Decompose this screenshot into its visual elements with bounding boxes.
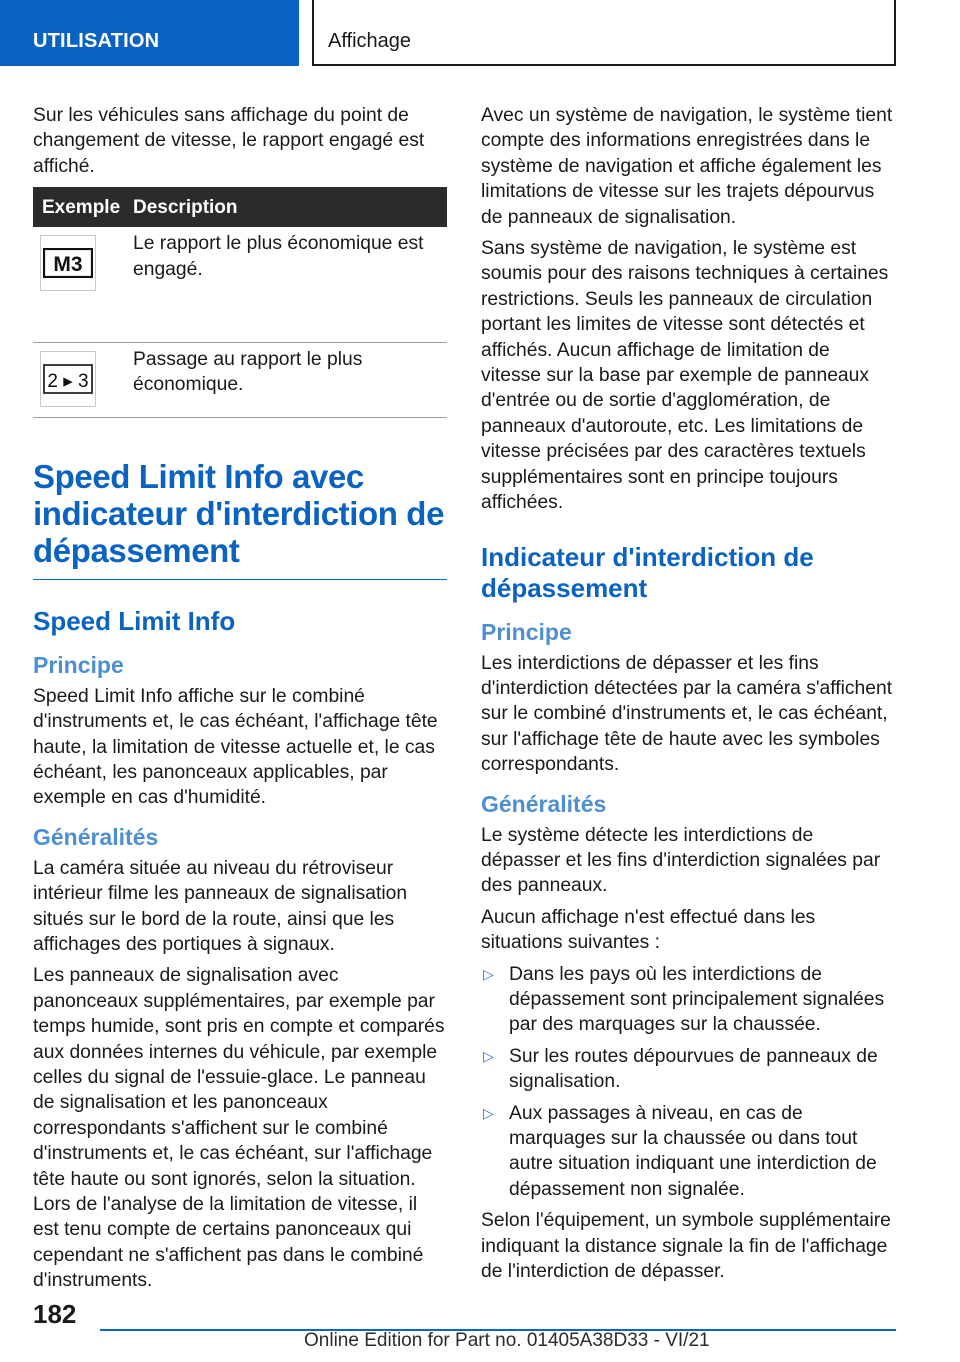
- table-header-description: Description: [129, 187, 447, 227]
- list-item: [481, 962, 895, 1038]
- table-cell-desc: Le rapport le plus économique est engagé.: [129, 227, 447, 342]
- table-cell-desc: Passage au rapport le plus économique.: [129, 342, 447, 417]
- subheading-principe: Principe: [33, 651, 124, 678]
- gear-shift-2-3-icon: [40, 351, 96, 407]
- chapter-tab: [312, 0, 896, 66]
- bullet-triangle-icon: ▷: [483, 965, 494, 982]
- generalites-paragraph-1: Le système détecte les interdictions de dépasser et les fins d'interdiction signalées par des panneaux.: [481, 824, 881, 897]
- table-header-example: Exemple: [33, 187, 129, 227]
- table-cell-icon: [33, 227, 129, 342]
- gear-m3-text: M3: [53, 253, 83, 277]
- subheading-principe: Principe: [481, 618, 572, 645]
- table-row: [33, 227, 447, 342]
- intro-paragraph: Sur les véhicules sans affichage du point de changement de vitesse, le rapport engagé est affiché.: [33, 105, 425, 177]
- bullet-triangle-icon: ▷: [483, 1104, 494, 1121]
- table-header-row: [33, 187, 447, 227]
- table-row: [33, 342, 447, 417]
- main-heading: Speed Limit Info avec indicateur d'interdiction de dépassement: [33, 458, 447, 580]
- chapter-title: Affichage: [328, 30, 412, 52]
- section-heading-speed-limit-info: Speed Limit Info: [33, 605, 236, 636]
- no-navigation-paragraph: Sans système de navigation, le système est soumis pour des raisons techniques à certaines restrictions. Seuls les panneaux de circulation portant les limites de vitesse sont détectés et affichés. Aucun affichage de limitation de vitesse sur la base par exemple de panneaux d'entrée ou de sortie d'agglomération, de panneaux d'autoroute, etc. Les limitations de vitesse précisées par des caractères textuels supplémentaires sont en principe toujours affichées.: [481, 238, 889, 514]
- gear-m3-icon: [40, 235, 96, 291]
- table-cell-icon: [33, 342, 129, 417]
- situations-list: [481, 962, 895, 1203]
- page-number: 182: [33, 1299, 77, 1329]
- page-header: [0, 0, 960, 66]
- principe-paragraph: Les interdictions de dépasser et les fins d'interdiction détectées par la caméra s'affichent sur le combiné d'instruments et, le cas échéant, sur l'affichage tête de haute avec les symboles correspondants.: [481, 652, 893, 776]
- section-heading-overtaking: Indicateur d'interdiction de dépassement: [481, 541, 814, 603]
- right-column: [481, 103, 895, 1290]
- footer-edition: Online Edition for Part no. 01405A38D33 - VI/21: [304, 1330, 710, 1351]
- subheading-generalites: Généralités: [33, 823, 159, 850]
- section-tab: [0, 0, 299, 66]
- bullet-triangle-icon: ▷: [483, 1047, 494, 1064]
- closing-paragraph: Selon l'équipement, un symbole supplémentaire indiquant la distance signale la fin de l'affichage de l'interdiction de dépasser.: [481, 1210, 891, 1283]
- gear-example-table: [33, 187, 447, 418]
- principe-paragraph: Speed Limit Info affiche sur le combiné d'instruments et, le cas échéant, l'affichage tête haute, la limitation de vitesse actuelle et, le cas échéant, les panonceaux applicables, par exemple en cas d'humidité.: [33, 685, 438, 809]
- list-item-text: Dans les pays où les interdictions de dépassement sont principalement signalées par des marquages sur la chaussée.: [509, 963, 885, 1036]
- gear-shift-text: 2 ▸ 3: [47, 370, 89, 392]
- generalites-paragraph-1: La caméra située au niveau du rétroviseur intérieur filme les panneaux de signalisation situés sur le bord de la route, ainsi que les affichages des portiques à signaux.: [33, 857, 408, 955]
- section-label: UTILISATION: [33, 30, 160, 52]
- list-item: [481, 1044, 895, 1095]
- list-item: [481, 1101, 895, 1203]
- left-column: [33, 103, 447, 1300]
- generalites-paragraph-2: Aucun affichage n'est effectué dans les situations suivantes :: [481, 906, 816, 954]
- generalites-paragraph-2: Les panneaux de signalisation avec panonceaux supplémentaires, par exemple par temps humide, sont pris en compte et comparés aux données internes du véhicule, par exemple celles du signal de l'essuie-glace. Le panneau de signalisation et les panonceaux correspondants s'affichent sur le combiné d'instruments et, le cas échéant, sur l'affichage tête haute ou sont ignorés, selon la situation. Lors de l'analyse de la limitation de vitesse, il est tenu compte de certains panonceaux qui cependant ne s'affichent pas dans le combiné d'instruments.: [33, 965, 445, 1292]
- subheading-generalites: Généralités: [481, 790, 607, 817]
- navigation-paragraph: Avec un système de navigation, le système tient compte des informations enregistrées dans le système de navigation et affiche également les limitations de vitesse sur les trajets dépourvus de panneaux de signalisation.: [481, 105, 893, 228]
- list-item-text: Aux passages à niveau, en cas de marquages sur la chaussée ou dans tout autre situation indiquant une interdiction de dépassement non signalée.: [509, 1102, 877, 1200]
- list-item-text: Sur les routes dépourvues de panneaux de signalisation.: [509, 1045, 878, 1093]
